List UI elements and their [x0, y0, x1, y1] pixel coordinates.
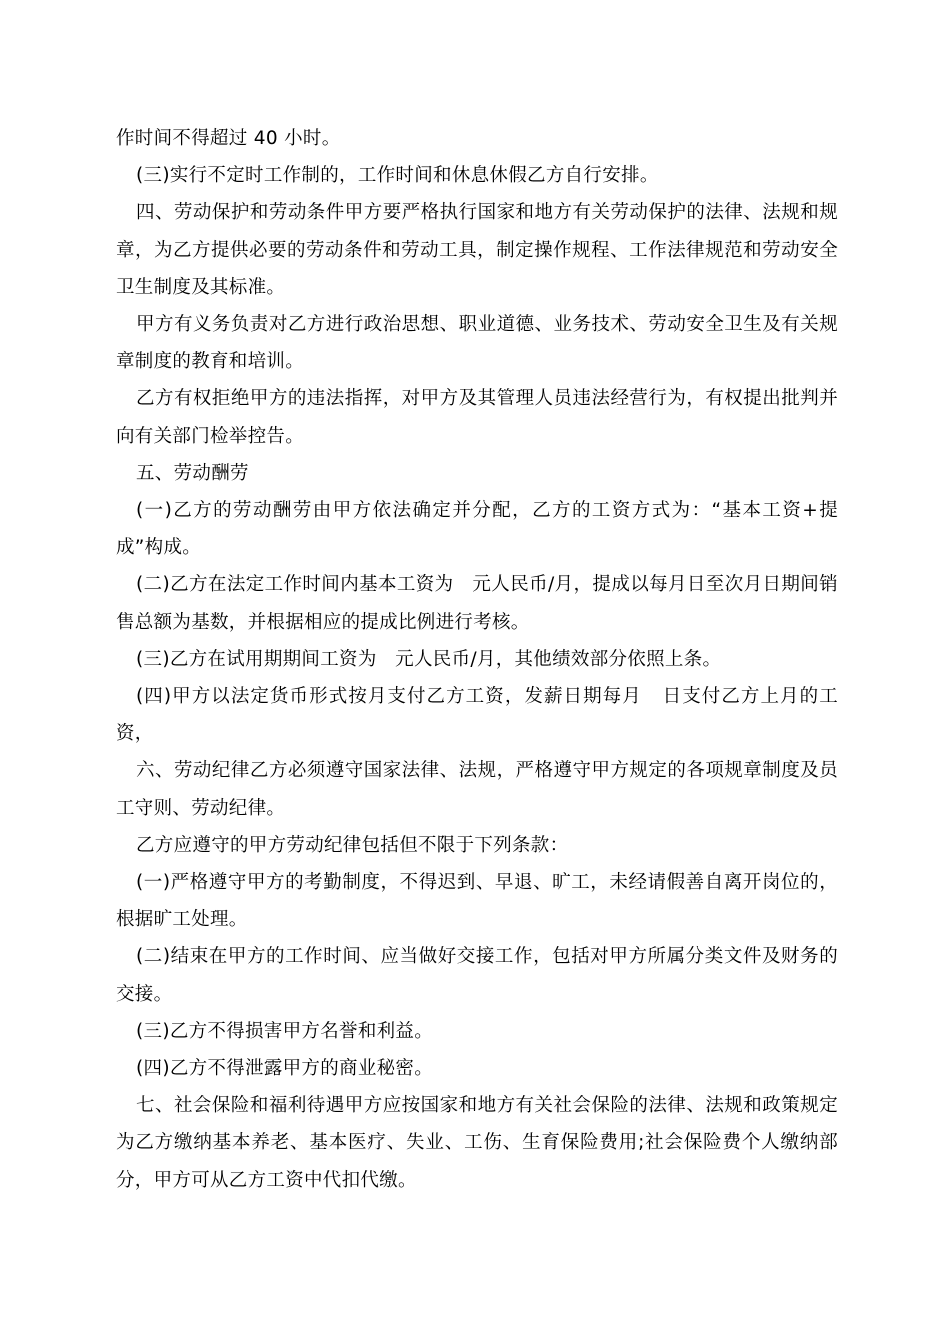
- paragraph-section-7-social-insurance: 七、社会保险和福利待遇甲方应按国家和地方有关社会保险的法律、法规和政策规定为乙方缴纳基本养老、基本医疗、失业、工伤、生育保险费用;社会保险费个人缴纳部分，甲方可从乙方工资中代扣代缴。: [116, 1095, 838, 1191]
- paragraph-discipline-clause-1: (一)严格遵守甲方的考勤制度，不得迟到、早退、旷工，未经请假善自离开岗位的，根据旷工处理。: [116, 872, 838, 931]
- paragraph-discipline-clause-2: (二)结束在甲方的工作时间、应当做好交接工作，包括对甲方所属分类文件及财务的交接。: [116, 946, 838, 1005]
- paragraph-continuation: 作时间不得超过 40 小时。: [116, 128, 341, 149]
- paragraph-right-to-refuse: 乙方有权拒绝甲方的违法指挥，对甲方及其管理人员违法经营行为，有权提出批判并向有关部门检举控告。: [116, 388, 838, 447]
- document-body: [116, 120, 838, 1199]
- paragraph-clause-1-salary-structure: (一)乙方的劳动酬劳由甲方依法确定并分配，乙方的工资方式为：“基本工资+提成”构成。: [116, 500, 838, 559]
- paragraph-clause-3-flexible-hours: (三)实行不定时工作制的，工作时间和休息休假乙方自行安排。: [136, 165, 659, 187]
- paragraph-discipline-intro: 乙方应遵守的甲方劳动纪律包括但不限于下列条款：: [136, 834, 569, 856]
- paragraph-section-6-discipline: 六、劳动纪律乙方必须遵守国家法律、法规，严格遵守甲方规定的各项规章制度及员工守则、劳动纪律。: [116, 760, 838, 819]
- paragraph-clause-4-payment-date: (四)甲方以法定货币形式按月支付乙方工资，发薪日期每月 日支付乙方上月的工资，: [116, 686, 838, 745]
- paragraph-discipline-clause-4: (四)乙方不得泄露甲方的商业秘密。: [136, 1058, 434, 1080]
- paragraph-discipline-clause-3: (三)乙方不得损害甲方名誉和利益。: [136, 1020, 434, 1042]
- paragraph-clause-2-base-salary: (二)乙方在法定工作时间内基本工资为 元人民币/月，提成以每月日至次月日期间销售总额为基数，并根据相应的提成比例进行考核。: [116, 574, 838, 633]
- paragraph-training-obligation: 甲方有义务负责对乙方进行政治思想、职业道德、业务技术、劳动安全卫生及有关规章制度的教育和培训。: [116, 314, 838, 373]
- paragraph-section-4-labor-protection: 四、劳动保护和劳动条件甲方要严格执行国家和地方有关劳动保护的法律、法规和规章，为乙方提供必要的劳动条件和劳动工具，制定操作规程、工作法律规范和劳动安全卫生制度及其标准。: [116, 202, 838, 298]
- heading-section-5-remuneration: 五、劳动酬劳: [136, 462, 249, 484]
- paragraph-clause-3-probation-salary: (三)乙方在试用期期间工资为 元人民币/月，其他绩效部分依照上条。: [136, 648, 722, 670]
